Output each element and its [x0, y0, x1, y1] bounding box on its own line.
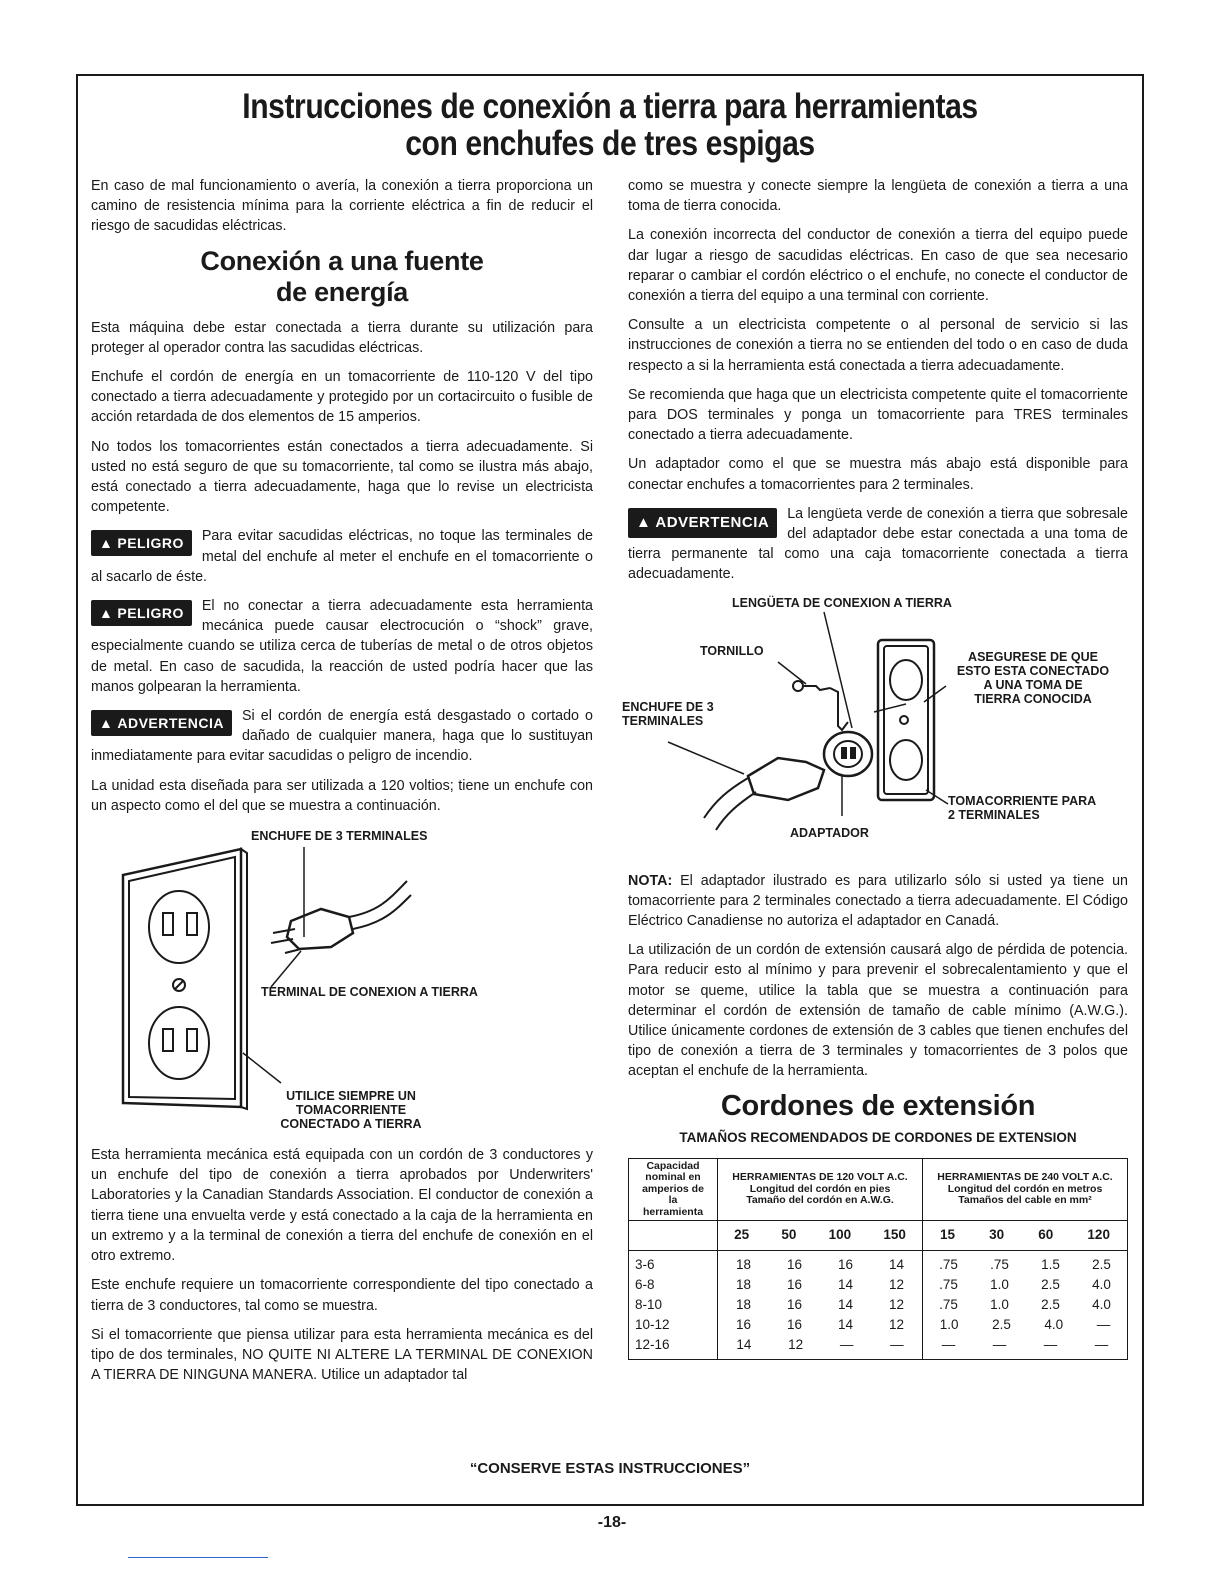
length-m: 120 [1087, 1227, 1110, 1243]
warning-notice [628, 504, 1128, 585]
badge-label: ADVERTENCIA [117, 715, 224, 732]
fig-label-outlet [251, 1089, 451, 1131]
cell: 14 [837, 1316, 854, 1332]
cell: 16 [786, 1296, 803, 1312]
fig-label-line: 2 TERMINALES [948, 807, 1040, 822]
cell: 1.5 [1041, 1256, 1060, 1272]
amps-value: 6-8 [635, 1276, 655, 1292]
cell: 12 [888, 1316, 905, 1332]
cell: .75 [939, 1256, 958, 1272]
warning-badge [628, 508, 777, 538]
cell: 18 [735, 1296, 752, 1312]
paragraph: Enchufe el cordón de energía en un tomacorriente de 110-120 V del tipo conectado a tierra adecuadamente y protegido por un cortacircuito o fusible de acción retardada de dos elementos de 15 amperios. [91, 369, 593, 426]
cell: 12 [788, 1336, 804, 1352]
paragraph: Consulte a un electricista competente o al personal de servicio si las instrucciones de conexión a tierra no se entienden del todo o en caso de duda respecto a si la herramienta está conectada a tierra adecuadamente. [628, 317, 1128, 374]
header-line: HERRAMIENTAS DE 120 VOLT A.C. [732, 1171, 908, 1184]
table-row [923, 1255, 1127, 1275]
badge-label: PELIGRO [117, 605, 184, 622]
fig-label-line: TOMACORRIENTE [295, 1103, 407, 1118]
note-label: NOTA: [628, 872, 673, 889]
cell: 4.0 [1092, 1296, 1111, 1312]
length-ft: 150 [883, 1227, 906, 1243]
warning-triangle-icon: ▲ [99, 605, 114, 622]
table-row [923, 1315, 1127, 1335]
cell: 16 [837, 1256, 854, 1272]
header-line: herramienta [642, 1205, 704, 1218]
cell: 12 [888, 1276, 905, 1292]
table-row [718, 1255, 922, 1275]
cell: 12 [888, 1296, 905, 1312]
length-m: 15 [940, 1227, 956, 1243]
danger-badge [91, 530, 192, 556]
paragraph: Esta máquina debe estar conectada a tierra durante su utilización para proteger al operador contra las sacudidas eléctricas. [91, 319, 593, 356]
badge-label: ADVERTENCIA [655, 513, 770, 531]
notice-text: Para evitar sacudidas eléctricas, no toque las terminales de metal del enchufe al meter el enchufe en el tomacorriente o al sacarlo de éste. [91, 528, 593, 585]
header-line: Tamaños del cable en mm² [958, 1194, 1092, 1207]
length-ft: 50 [781, 1227, 797, 1243]
fig-label-line: ENCHUFE DE 3 [622, 699, 714, 714]
amps-column [629, 1250, 718, 1359]
paragraph: Si el tomacorriente que piensa utilizar para esta herramienta mecánica es del tipo de dos terminales, NO QUITE NI ALTERE LA TERMINAL DE CONEXION A TIERRA DE NINGUNA MANERA. Utilice un adaptador tal [91, 1326, 593, 1384]
paragraph: Este enchufe requiere un tomacorriente correspondiente del tipo conectado a tierra de 3 conductores, tal como se muestra. [91, 1277, 593, 1314]
fig-label-screw: TORNILLO [700, 643, 764, 658]
page-title [152, 88, 1067, 162]
page-frame [76, 74, 1144, 1506]
table-row [923, 1335, 1127, 1355]
table-row [923, 1275, 1127, 1295]
fig-label-adapter: ADAPTADOR [790, 825, 869, 840]
length-m: 60 [1038, 1227, 1054, 1243]
cell: .75 [939, 1296, 958, 1312]
heading-line-1: Conexión a una fuente [200, 245, 484, 276]
paragraph: No todos los tomacorrientes están conectados a tierra adecuadamente. Si usted no está seguro de que su tomacorriente, tal como se ilustra más abajo, está conectado a tierra adecuadamente, haga que lo revise un electricista competente. [91, 438, 593, 516]
table-row [718, 1315, 922, 1335]
warning-triangle-icon: ▲ [636, 513, 652, 531]
paragraph: La utilización de un cordón de extensión causará algo de pérdida de potencia. Para reducir esto al mínimo y para prevenir el sobrecalentamiento y que el motor se queme, utilice la tabla que se muestra a continuación para determinar el cordón de extensión de tamaño de cable mínimo (A.W.G.). Utilice únicamente cordones de extensión de 3 cables que tienen enchufes del tipo de conexión a tierra de 3 terminales y tomacorrientes de 3 polos que aceptan el enchufe de la herramienta. [628, 942, 1128, 1080]
danger-notice [91, 526, 593, 587]
fig-label-ground-terminal: TERMINAL DE CONEXION A TIERRA [261, 985, 478, 1000]
cell: .75 [939, 1276, 958, 1292]
header-line: Longitud del cordón en metros [947, 1182, 1103, 1195]
table-title: TAMAÑOS RECOMENDADOS DE CORDONES DE EXTENSION [679, 1129, 1077, 1145]
paragraph: Se recomienda que haga que un electricista competente quite el tomacorriente para DOS terminales y ponga un tomacorriente para TRES terminales conectado a tierra adecuadamente. [628, 386, 1128, 444]
footer-rule [128, 1557, 268, 1558]
table-row [718, 1295, 922, 1315]
title-line-1: Instrucciones de conexión a tierra para herramientas [242, 87, 978, 126]
mm2-column [923, 1250, 1128, 1359]
cell: 1.0 [990, 1296, 1009, 1312]
table-body [629, 1250, 1128, 1359]
cell: — [839, 1336, 854, 1352]
paragraph: Un adaptador como el que se muestra más abajo está disponible para conectar enchufes a tomacorrientes para 2 terminales. [628, 456, 1128, 493]
heading-line-2: de energía [275, 276, 409, 307]
cell: 14 [837, 1296, 854, 1312]
fig-label-line: TERMINALES [622, 713, 704, 728]
cell: — [941, 1336, 956, 1352]
header-120v [718, 1158, 923, 1221]
notice-text: Si el cordón de energía está desgastado o cortado o dañado de cualquier manera, haga que lo sustituyan inmediatamente para evitar sacudidas o peligro de incendio. [91, 708, 593, 765]
amps-header [629, 1158, 718, 1221]
warning-triangle-icon: ▲ [99, 535, 114, 552]
header-line: HERRAMIENTAS DE 240 VOLT A.C. [937, 1171, 1113, 1184]
cell: 14 [736, 1336, 752, 1352]
paragraph: La unidad esta diseñada para ser utilizada a 120 voltios; tiene un enchufe con un aspecto como el del que se muestra a continuación. [91, 777, 593, 814]
table-row [923, 1295, 1127, 1315]
cell: .75 [990, 1256, 1009, 1272]
cell: — [890, 1336, 904, 1352]
right-column [622, 176, 1128, 1360]
fig-label-line: ESTO ESTA CONECTADO [956, 663, 1110, 678]
badge-label: PELIGRO [117, 535, 184, 552]
header-line: amperios de [642, 1182, 704, 1195]
cell: 2.5 [992, 1316, 1011, 1332]
table-header-row [629, 1158, 1128, 1221]
section-heading-extension-cords: Cordones de extensión [720, 1089, 1036, 1122]
table-row [718, 1275, 922, 1295]
warning-badge [91, 710, 232, 736]
cell: — [992, 1336, 1007, 1352]
fig-label-ground-tab: LENGÜETA DE CONEXION A TIERRA [732, 595, 952, 610]
amps-value: 3-6 [635, 1256, 655, 1272]
warning-triangle-icon: ▲ [99, 715, 114, 732]
cell: 18 [735, 1256, 752, 1272]
cell: 1.0 [990, 1276, 1009, 1292]
note-text: El adaptador ilustrado es para utilizarlo sólo si usted ya tiene un tomacorriente para 2 terminales conectado a tierra adecuadamente. El Código Eléctrico Canadiense no autoriza el adaptador en Canadá. [628, 872, 1128, 930]
header-240v [923, 1158, 1128, 1221]
amps-value: 8-10 [635, 1296, 663, 1312]
paragraph: Esta herramienta mecánica está equipada con un cordón de 3 conductores y un enchufe del tipo de conexión a tierra aprobados por Underwriters' Laboratories y la Canadian Standards Association. El conductor de conexión a tierra tiene una envuelta verde y está conectado a la caja de la herramienta en un extremo y a la terminal de conexión a tierra del enchufe de conexión en el otro extremo. [91, 1147, 593, 1265]
cell: 14 [837, 1276, 854, 1292]
cell: 4.0 [1092, 1276, 1111, 1292]
paragraph: La conexión incorrecta del conductor de conexión a tierra del equipo puede dar lugar a riesgo de sacudidas eléctricas. En caso de que sea necesario reparar o cambiar el cordón eléctrico o el enchufe, no conecte el conductor de conexión a tierra del equipo a una terminal con corriente. [628, 227, 1128, 305]
cell: 14 [888, 1256, 905, 1272]
adapter-figure [622, 594, 1128, 849]
intro-paragraph: En caso de mal funcionamiento o avería, la conexión a tierra proporciona un camino de resistencia mínima para la corriente eléctrica a fin de reducir el riesgo de sacudidas eléctricas. [91, 178, 593, 235]
header-line: la [668, 1194, 678, 1207]
amps-value: 12-16 [635, 1336, 670, 1352]
danger-notice [91, 596, 593, 697]
page-number: -18- [597, 1514, 627, 1531]
header-line: Tamaño del cordón en A.W.G. [746, 1194, 894, 1207]
extension-cord-table [628, 1158, 1128, 1360]
lengths-row [629, 1221, 1128, 1250]
fig-label-two-prong-outlet [948, 794, 1096, 822]
length-m: 30 [989, 1227, 1005, 1243]
length-ft: 100 [828, 1227, 852, 1243]
fig-label-line: A UNA TOMA DE [983, 677, 1083, 692]
note-paragraph [628, 871, 1128, 932]
cell: 16 [735, 1316, 752, 1332]
fig-label-line: CONECTADO A TIERRA [280, 1117, 422, 1132]
fig-label-line: TIERRA CONOCIDA [974, 691, 1092, 706]
length-ft: 25 [734, 1227, 750, 1243]
empty-cell [629, 1221, 718, 1250]
awg-column [718, 1250, 923, 1359]
section-heading-power [91, 246, 593, 308]
title-line-2: con enchufes de tres espigas [405, 124, 815, 163]
save-instructions-footer: “CONSERVE ESTAS INSTRUCCIONES” [469, 1460, 751, 1477]
paragraph: como se muestra y conecte siempre la lengüeta de conexión a tierra a una toma de tierra conocida. [628, 178, 1128, 215]
cell: 18 [735, 1276, 752, 1292]
header-line: Capacidad [646, 1159, 700, 1172]
table-row [718, 1335, 922, 1355]
fig-label-line: TOMACORRIENTE PARA [948, 793, 1097, 808]
fig-label-plug: ENCHUFE DE 3 TERMINALES [251, 829, 428, 844]
cell: 16 [786, 1256, 803, 1272]
cell: 16 [786, 1316, 803, 1332]
three-prong-plug-figure [91, 825, 593, 1145]
cell: 2.5 [1041, 1296, 1060, 1312]
warning-notice [91, 706, 593, 767]
left-column [91, 176, 593, 1394]
lengths-m-cell [923, 1221, 1128, 1250]
cell: — [1096, 1316, 1111, 1332]
cell: 16 [786, 1276, 803, 1292]
cell: 2.5 [1041, 1276, 1060, 1292]
notice-text: La lengüeta verde de conexión a tierra que sobresale del adaptador debe estar conectada a una toma de tierra permanente tal como una caja tomacorriente conectada a tierra adecuadamente. [628, 505, 1128, 583]
amps-value: 10-12 [635, 1316, 670, 1332]
header-line: nominal en [645, 1171, 701, 1184]
danger-badge [91, 600, 192, 626]
cell: 1.0 [939, 1316, 959, 1332]
fig-label-line: UTILICE SIEMPRE UN [286, 1089, 416, 1104]
lengths-ft-cell [718, 1221, 923, 1250]
cell: — [1094, 1336, 1109, 1352]
cell: 4.0 [1044, 1316, 1064, 1332]
cell: — [1043, 1336, 1058, 1352]
fig-label-line: ASEGURESE DE QUE [968, 649, 1098, 664]
notice-text: El no conectar a tierra adecuadamente esta herramienta mecánica puede causar electrocución o “shock” grave, especialmente cuando se utiliza cerca de tuberías de metal o de otros objetos de metal. En caso de sacudida, la reacción de usted podría hacer que las manos golpearan la herramienta. [91, 598, 593, 695]
header-line: Longitud del cordón en pies [749, 1182, 891, 1195]
cell: 2.5 [1092, 1256, 1111, 1272]
